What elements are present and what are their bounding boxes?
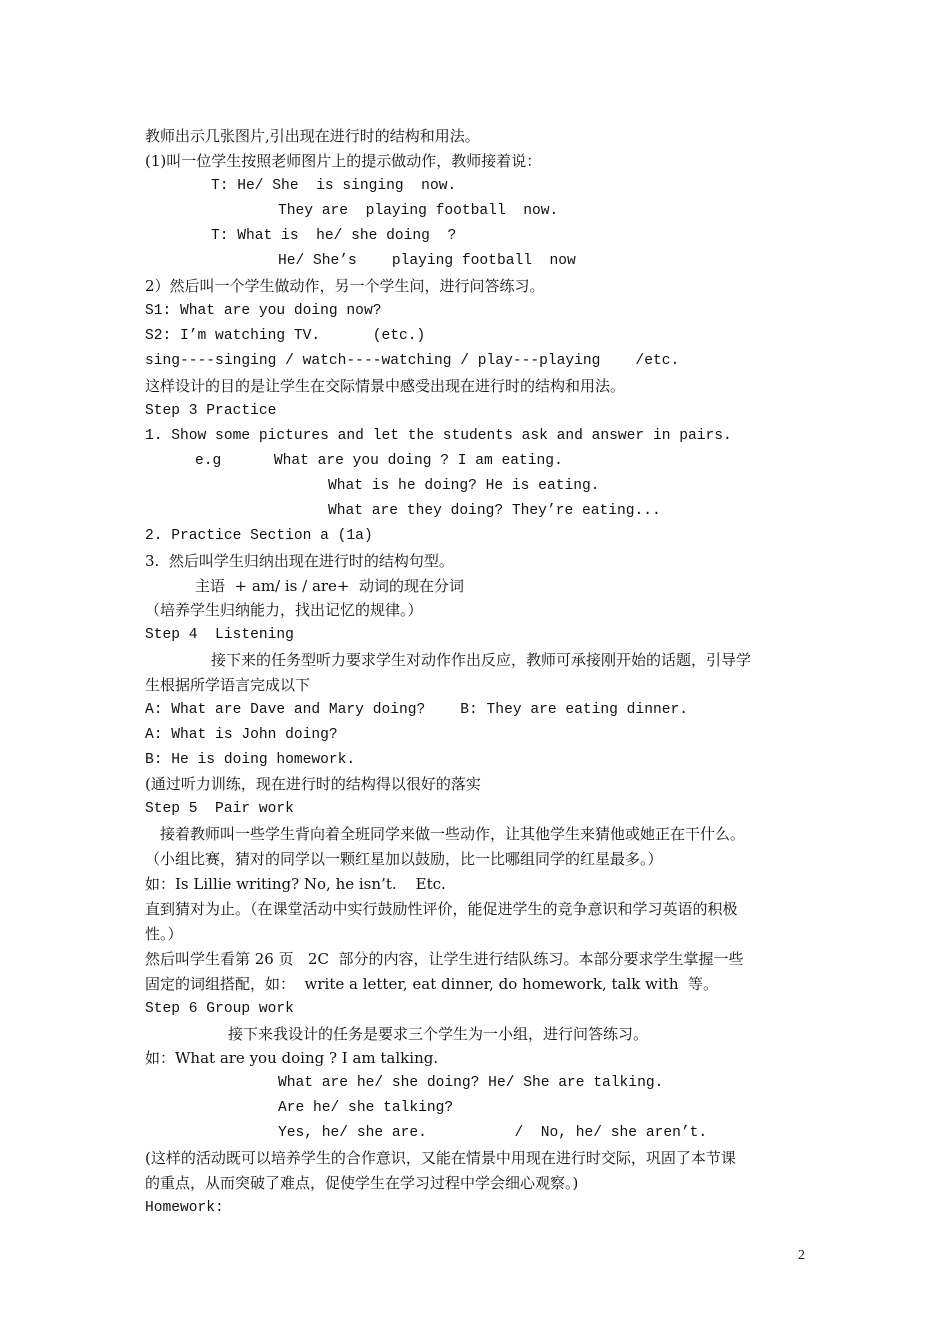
text-line: S1: What are you doing now?	[145, 303, 382, 319]
text-line: B: He is doing homework.	[145, 752, 356, 768]
text-line: Homework:	[145, 1200, 224, 1216]
text-line: 的重点，从而突破了难点，促使学生在学习过程中学会细心观察。)	[145, 1174, 579, 1192]
text-line: Step 3 Practice	[145, 403, 277, 419]
text-line: T: He/ She is singing now.	[211, 178, 457, 194]
page-number: 2	[798, 1248, 805, 1263]
text-line: 固定的词组搭配，如： write a letter, eat dinner, do homework, talk with 等。	[145, 975, 719, 993]
text-line: 这样设计的目的是让学生在交际情景中感受出现在进行时的结构和用法。	[145, 377, 626, 395]
text-line: (这样的活动既可以培养学生的合作意识，又能在情景中用现在进行时交际，巩固了本节课	[145, 1149, 736, 1167]
text-line: 1. Show some pictures and let the students ask and answer in pairs.	[145, 428, 732, 444]
text-line: 3. 然后叫学生归纳出现在进行时的结构句型。	[145, 552, 454, 570]
text-line: 如：Is Lillie writing? No, he isn’t. Etc.	[145, 875, 446, 893]
text-line: 性。）	[145, 925, 183, 943]
text-line: 接着教师叫一些学生背向着全班同学来做一些动作，让其他学生来猜他或她正在干什么。	[160, 825, 746, 843]
text-line: 2. Practice Section a (1a)	[145, 528, 373, 544]
text-line: 接下来的任务型听力要求学生对动作作出反应，教师可承接刚开始的话题，引导学	[211, 651, 752, 669]
text-line: Step 5 Pair work	[145, 801, 294, 817]
text-line: 2）然后叫一个学生做动作，另一个学生问，进行问答练习。	[145, 277, 545, 295]
text-line: (通过听力训练，现在进行时的结构得以很好的落实	[145, 775, 481, 793]
text-line: e.g What are you doing ? I am eating.	[195, 453, 563, 469]
text-line: A: What is John doing?	[145, 727, 338, 743]
text-line: They are playing football now.	[278, 203, 559, 219]
text-line: S2: I’m watching TV. (etc.)	[145, 328, 426, 344]
text-line: 然后叫学生看第 26 页 2C 部分的内容，让学生进行结队练习。本部分要求学生掌握一些	[145, 950, 744, 968]
text-line: 生根据所学语言完成以下	[145, 676, 311, 694]
text-line: (1)叫一位学生按照老师图片上的提示做动作，教师接着说：	[145, 152, 542, 170]
text-line: What is he doing? He is eating.	[328, 478, 600, 494]
text-line: 接下来我设计的任务是要求三个学生为一小组，进行问答练习。	[228, 1025, 649, 1043]
text-line: What are they doing? They’re eating...	[328, 503, 661, 519]
text-line: 如：What are you doing ? I am talking.	[145, 1049, 439, 1067]
text-line: Step 6 Group work	[145, 1001, 294, 1017]
text-line: Are he/ she talking?	[278, 1100, 454, 1116]
text-line: （小组比赛，猜对的同学以一颗红星加以鼓励，比一比哪组同学的红星最多。）	[145, 850, 663, 868]
text-line: Step 4 Listening	[145, 627, 294, 643]
text-line: A: What are Dave and Mary doing? B: They are eating dinner.	[145, 702, 688, 718]
text-line: He/ She’s playing football now	[278, 253, 576, 269]
text-line: Yes, he/ she are. / No, he/ she aren’t.	[278, 1125, 708, 1141]
text-line: T: What is he/ she doing ?	[211, 228, 457, 244]
text-line: 直到猜对为止。（在课堂活动中实行鼓励性评价，能促进学生的竞争意识和学习英语的积极	[145, 900, 738, 918]
text-line: 教师出示几张图片,引出现在进行时的结构和用法。	[145, 127, 480, 145]
text-line: What are he/ she doing? He/ She are talking.	[278, 1075, 664, 1091]
text-line: （培养学生归纳能力，找出记忆的规律。）	[145, 601, 423, 619]
text-line: 主语 + am/ is / are+ 动词的现在分词	[195, 577, 465, 595]
text-line: sing----singing / watch----watching / play---playing /etc.	[145, 353, 680, 369]
